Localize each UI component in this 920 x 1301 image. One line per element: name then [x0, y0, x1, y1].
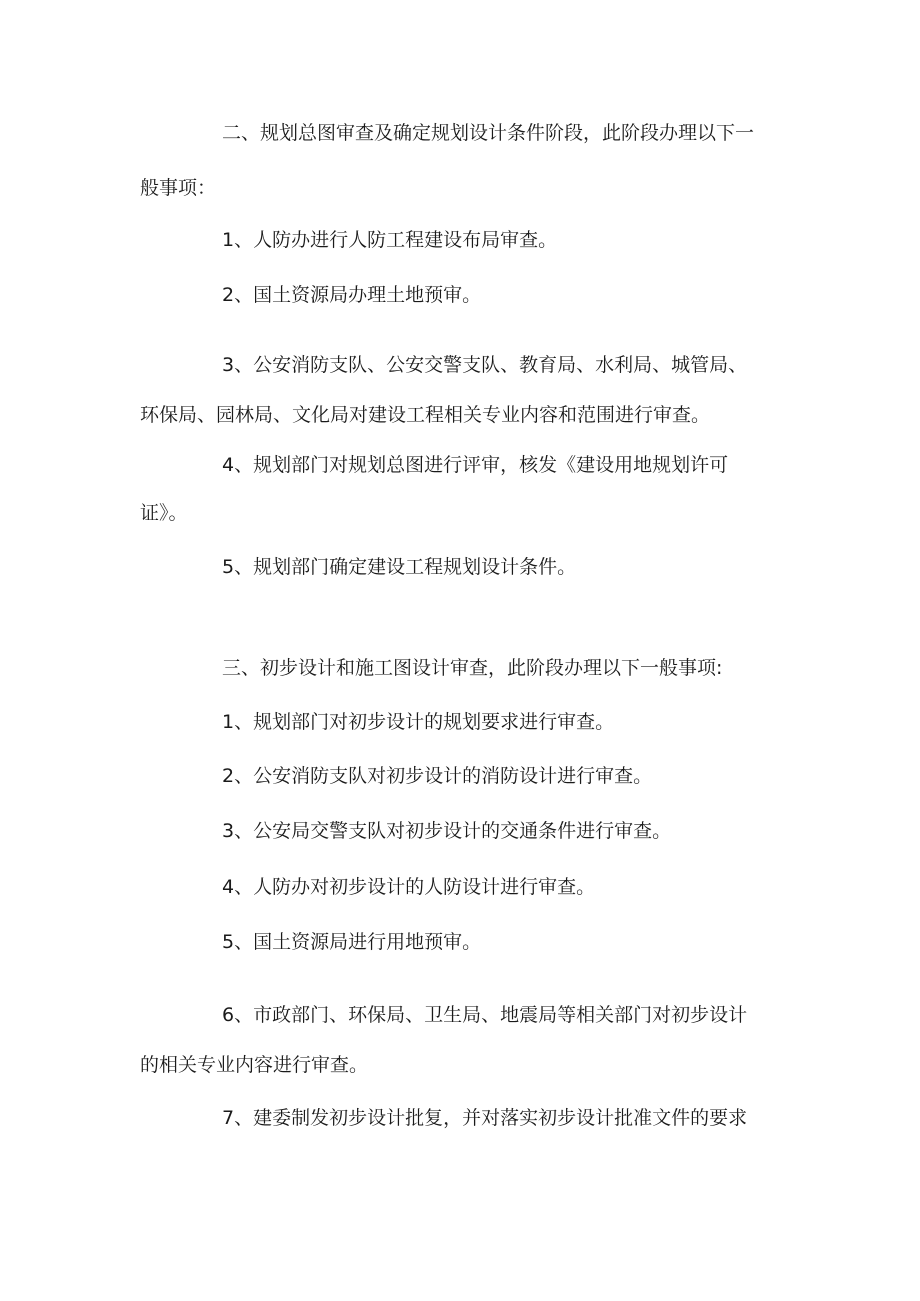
section3-item-6-line2: 的相关专业内容进行审查。: [140, 1054, 369, 1076]
section3-item-5: 5、国土资源局进行用地预审。: [222, 931, 482, 953]
section3-item-6-line1: 6、市政部门、环保局、卫生局、地震局等相关部门对初步设计: [222, 1004, 748, 1026]
section2-heading-line1: 二、规划总图审查及确定规划设计条件阶段，此阶段办理以下一: [222, 122, 755, 144]
section2-item-4-line1: 4、规划部门对规划总图进行评审，核发《建设用地规划许可: [222, 454, 729, 476]
section3-heading: 三、初步设计和施工图设计审查，此阶段办理以下一般事项:: [222, 657, 723, 679]
section2-heading-line2: 般事项：: [140, 177, 217, 199]
section2-item-3-line2: 环保局、园林局、文化局对建设工程相关专业内容和范围进行审查。: [140, 404, 711, 426]
section2-item-2: 2、国土资源局办理土地预审。: [222, 284, 482, 306]
section3-item-4: 4、人防办对初步设计的人防设计进行审查。: [222, 876, 596, 898]
section2-item-4-line2: 证》。: [140, 502, 188, 524]
section2-item-5: 5、规划部门确定建设工程规划设计条件。: [222, 556, 577, 578]
section3-item-1: 1、规划部门对初步设计的规划要求进行审查。: [222, 711, 615, 733]
section2-item-3-line1: 3、公安消防支队、公安交警支队、教育局、水利局、城管局、: [222, 354, 748, 376]
section3-item-7: 7、建委制发初步设计批复，并对落实初步设计批准文件的要求: [222, 1107, 748, 1129]
section3-item-2: 2、公安消防支队对初步设计的消防设计进行审查。: [222, 765, 653, 787]
section2-item-1: 1、人防办进行人防工程建设布局审查。: [222, 229, 558, 251]
section3-item-3: 3、公安局交警支队对初步设计的交通条件进行审查。: [222, 820, 672, 842]
